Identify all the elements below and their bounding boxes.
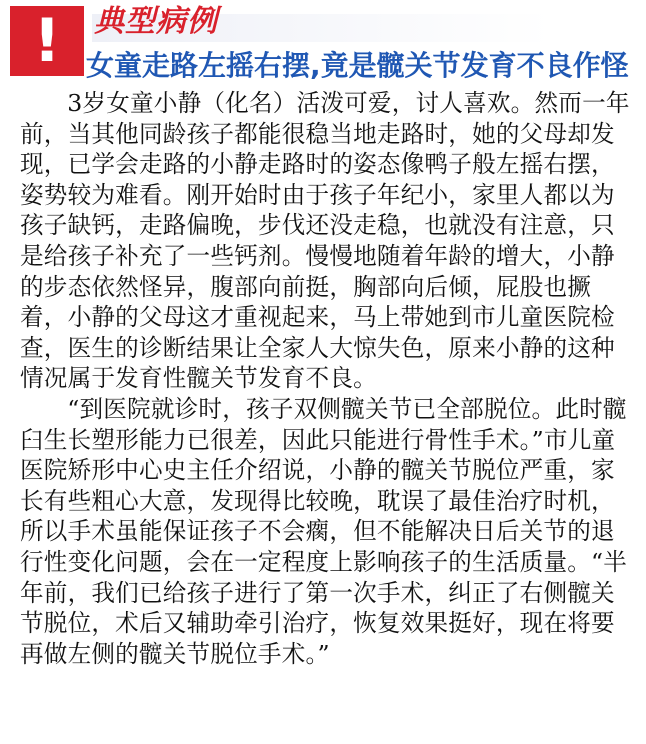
exclamation-icon: ! [33,6,61,76]
article-body [20,88,634,669]
paragraph-2: “到医院就诊时，孩子双侧髋关节已全部脱位。此时髋臼生长塑形能力已很差，因此只能进行骨性手术。”市儿童医院矫形中心史主任介绍说，小静的髋关节脱位严重，家长有些粗心大意，发现得比较晚，耽误了最佳治疗时机，所以手术虽能保证孩子不会瘸，但不能解决日后关节的退行性变化问题，会在一定程度上影响孩子的生活质量。“半年前，我们已给孩子进行了第一次手术，纠正了右侧髋关节脱位，术后又辅助牵引治疗，恢复效果挺好，现在将要再做左侧的髋关节脱位手术。” [20,394,628,668]
paragraph-1: 3岁女童小静（化名）活泼可爱，讨人喜欢。然而一年前，当其他同龄孩子都能很稳当地走路时，她的父母却发现，已学会走路的小静走路时的姿态像鸭子般左摇右摆，姿势较为难看。刚开始时由于孩子年纪小，家里人都以为孩子缺钙，走路偏晚，步伐还没走稳，也就没有注意，只是给孩子补充了一些钙剂。慢慢地随着年龄的增大，小静的步态依然怪异，腹部向前挺，胸部向后倾，屁股也撅着，小静的父母这才重视起来，马上带她到市儿童医院检查，医生的诊断结果让全家人大惊失色，原来小静的这种情况属于发育性髋关节发育不良。 [20,89,630,393]
section-label: 典型病例 [94,4,218,39]
exclamation-badge [10,6,84,76]
article-headline: 女童走路左摇右摆,竟是髋关节发育不良作怪 [86,49,629,82]
